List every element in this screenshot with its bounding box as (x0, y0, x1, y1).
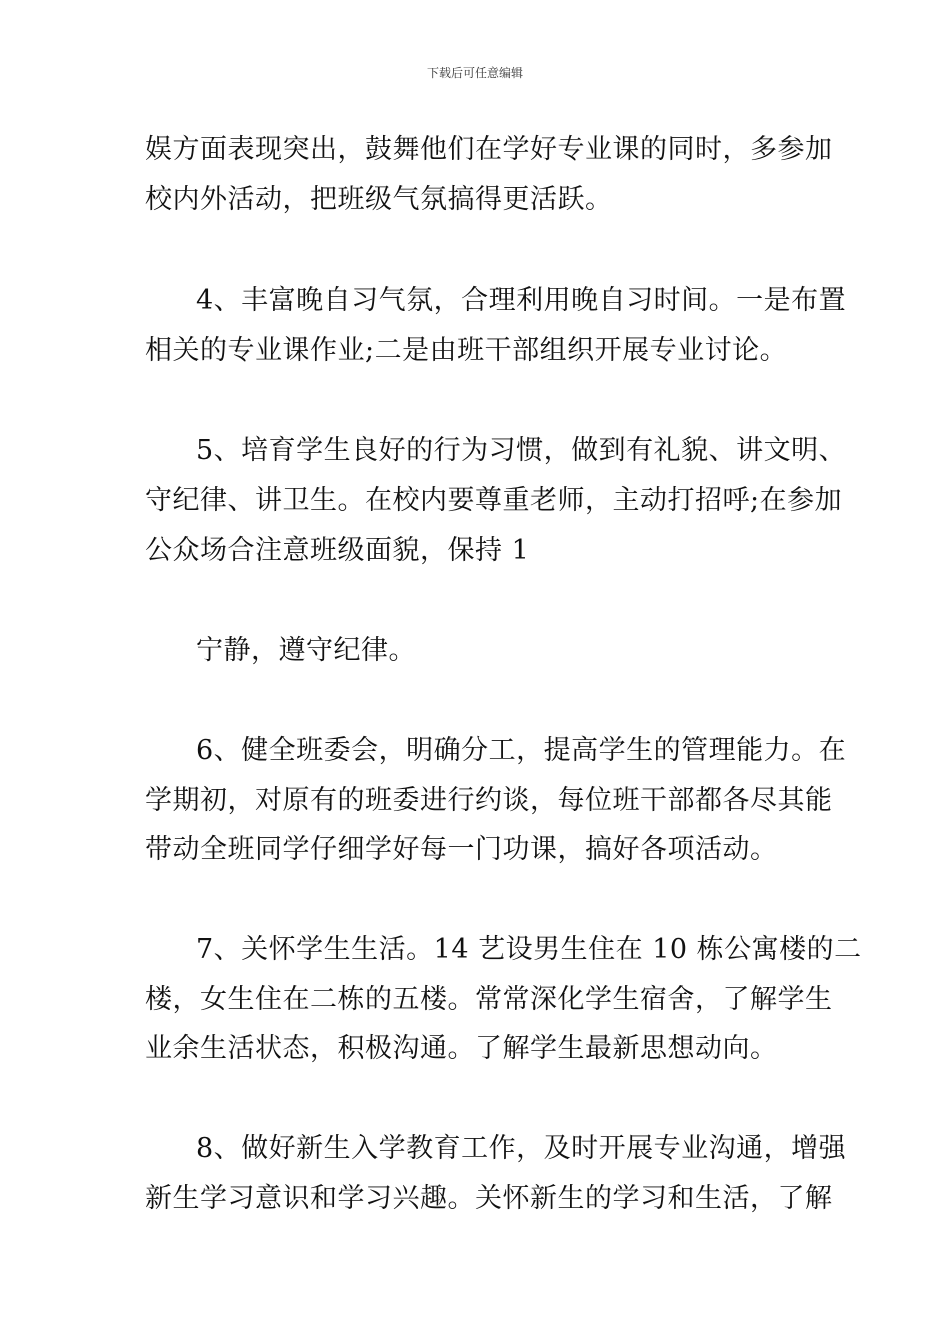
text-line: 8、做好新生入学教育工作，及时开展专业沟通，增强 (196, 1133, 847, 1164)
text-line: 楼，女生住在二栋的五楼。常常深化学生宿舍，了解学生 (145, 984, 833, 1015)
text-line: 娱方面表现突出，鼓舞他们在学好专业课的同时，多参加 (145, 134, 833, 165)
text-line: 学期初，对原有的班委进行约谈，每位班干部都各尽其能 (145, 785, 833, 816)
text-line: 宁静，遵守纪律。 (196, 635, 416, 666)
text-line: 校内外活动，把班级气氛搞得更活跃。 (145, 184, 613, 215)
text-line: 相关的专业课作业;二是由班干部组织开展专业讨论。 (145, 335, 788, 366)
text-line: 6、健全班委会，明确分工，提高学生的管理能力。在 (196, 735, 847, 766)
text-line: 4、丰富晚自习气氛，合理利用晚自习时间。一是布置 (196, 285, 847, 316)
text-line: 公众场合注意班级面貌，保持 1 (145, 535, 530, 566)
text-line: 新生学习意识和学习兴趣。关怀新生的学习和生活，了解 (145, 1183, 833, 1214)
text-line: 5、培育学生良好的行为习惯，做到有礼貌、讲文明、 (196, 435, 847, 466)
text-line: 7、关怀学生生活。14 艺设男生住在 10 栋公寓楼的二 (196, 934, 862, 965)
page-header: 下载后可任意编辑 (426, 66, 523, 80)
text-line: 带动全班同学仔细学好每一门功课，搞好各项活动。 (145, 834, 778, 865)
text-line: 守纪律、讲卫生。在校内要尊重老师，主动打招呼;在参加 (145, 485, 843, 516)
text-line: 业余生活状态，积极沟通。了解学生最新思想动向。 (145, 1033, 778, 1064)
